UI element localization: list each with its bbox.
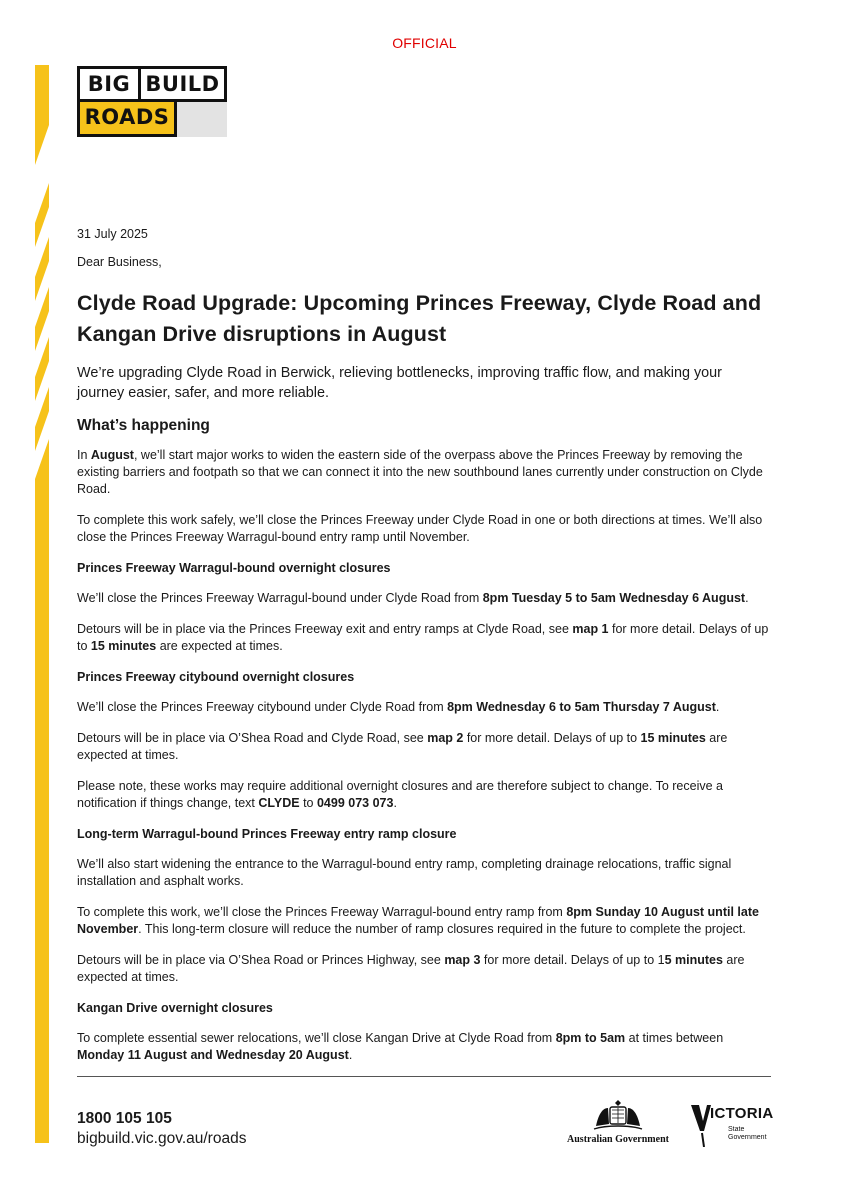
logo-word-roads: ROADS — [77, 99, 177, 137]
logo-word-build: BUILD — [138, 66, 227, 102]
paragraph-citybound-closure-dates: We’ll close the Princes Freeway citybound under Clyde Road from 8pm Wednesday 6 to 5am Thursday 7 August. — [77, 700, 720, 714]
paragraph-warragul-closure-dates: We’ll close the Princes Freeway Warragul-bound under Clyde Road from 8pm Tuesday 5 to 5am Wednesday 6 August. — [77, 591, 749, 605]
paragraph-warragul-detours: Detours will be in place via the Princes Freeway exit and entry ramps at Clyde Road, see map 1 for more detail. Delays of up to 15 minutes are expected at times. — [77, 622, 769, 653]
victoria-state-government-logo — [690, 1101, 772, 1149]
heading-entry-ramp-closure: Long-term Warragul-bound Princes Freeway entry ramp closure — [77, 827, 457, 841]
paragraph-august-works: In August, we’ll start major works to widen the eastern side of the overpass above the Princes Freeway by removing the existing barriers and footpath so that we can connect it into the new southbound lanes currently under construction on Clyde Road. — [77, 448, 763, 496]
australian-government-logo — [563, 1096, 673, 1151]
footer-website: bigbuild.vic.gov.au/roads — [77, 1130, 247, 1147]
victoria-v-icon — [690, 1101, 712, 1147]
letter-greeting: Dear Business, — [77, 255, 162, 269]
yellow-chevron-stripe — [35, 65, 49, 1143]
heading-warragul-bound-overnight: Princes Freeway Warragul-bound overnight closures — [77, 561, 391, 575]
heading-kangan-drive-overnight: Kangan Drive overnight closures — [77, 1001, 273, 1015]
footer-divider — [77, 1076, 771, 1077]
footer-phone: 1800 105 105 — [77, 1110, 172, 1127]
paragraph-ramp-widening: We’ll also start widening the entrance to the Warragul-bound entry ramp, completing drainage relocations, traffic signal installation and asphalt works. — [77, 857, 732, 888]
australian-government-label: Australian Government — [567, 1134, 669, 1145]
big-build-roads-logo — [77, 66, 227, 137]
paragraph-ramp-closure-dates: To complete this work, we’ll close the Princes Freeway Warragul-bound entry ramp from 8pm Sunday 10 August until late November. This long-term closure will reduce the number of ramp closures required in the future to complete the project. — [77, 905, 759, 936]
paragraph-kangan-closure: To complete essential sewer relocations, we’ll close Kangan Drive at Clyde Road from 8pm to 5am at times between Monday 11 August and Wednesday 20 August. — [77, 1031, 724, 1062]
victoria-government-label: Government — [728, 1134, 767, 1141]
letter-title: Clyde Road Upgrade: Upcoming Princes Freeway, Clyde Road and Kangan Drive disruptions in August — [77, 291, 762, 346]
paragraph-sms-notification: Please note, these works may require additional overnight closures and are therefore subject to change. To receive a notification if things change, text CLYDE to 0499 073 073. — [77, 779, 723, 810]
logo-word-big: BIG — [77, 66, 141, 102]
section-heading-whats-happening: What’s happening — [77, 417, 210, 434]
classification-label: OFFICIAL — [392, 35, 457, 51]
paragraph-citybound-detours: Detours will be in place via O’Shea Road and Clyde Road, see map 2 for more detail. Delays of up to 15 minutes are expected at times. — [77, 731, 728, 762]
victoria-state-label: State — [728, 1126, 745, 1133]
heading-citybound-overnight: Princes Freeway citybound overnight closures — [77, 670, 355, 684]
letter-date: 31 July 2025 — [77, 227, 148, 241]
letter-body — [77, 226, 772, 1064]
paragraph-close-freeway: To complete this work safely, we’ll close the Princes Freeway under Clyde Road in one or both directions at times. We’ll also close the Princes Freeway Warragul-bound entry ramp until November. — [77, 513, 763, 544]
paragraph-ramp-detours: Detours will be in place via O’Shea Road or Princes Highway, see map 3 for more detail. Delays of up to 15 minutes are expected at times. — [77, 953, 745, 984]
coat-of-arms-icon — [590, 1096, 646, 1132]
victoria-wordmark: ICTORIA — [710, 1105, 774, 1122]
intro-paragraph: We’re upgrading Clyde Road in Berwick, relieving bottlenecks, improving traffic flow, and making your journey easier, safer, and more reliable. — [77, 365, 722, 401]
logo-grey-block — [177, 102, 227, 137]
